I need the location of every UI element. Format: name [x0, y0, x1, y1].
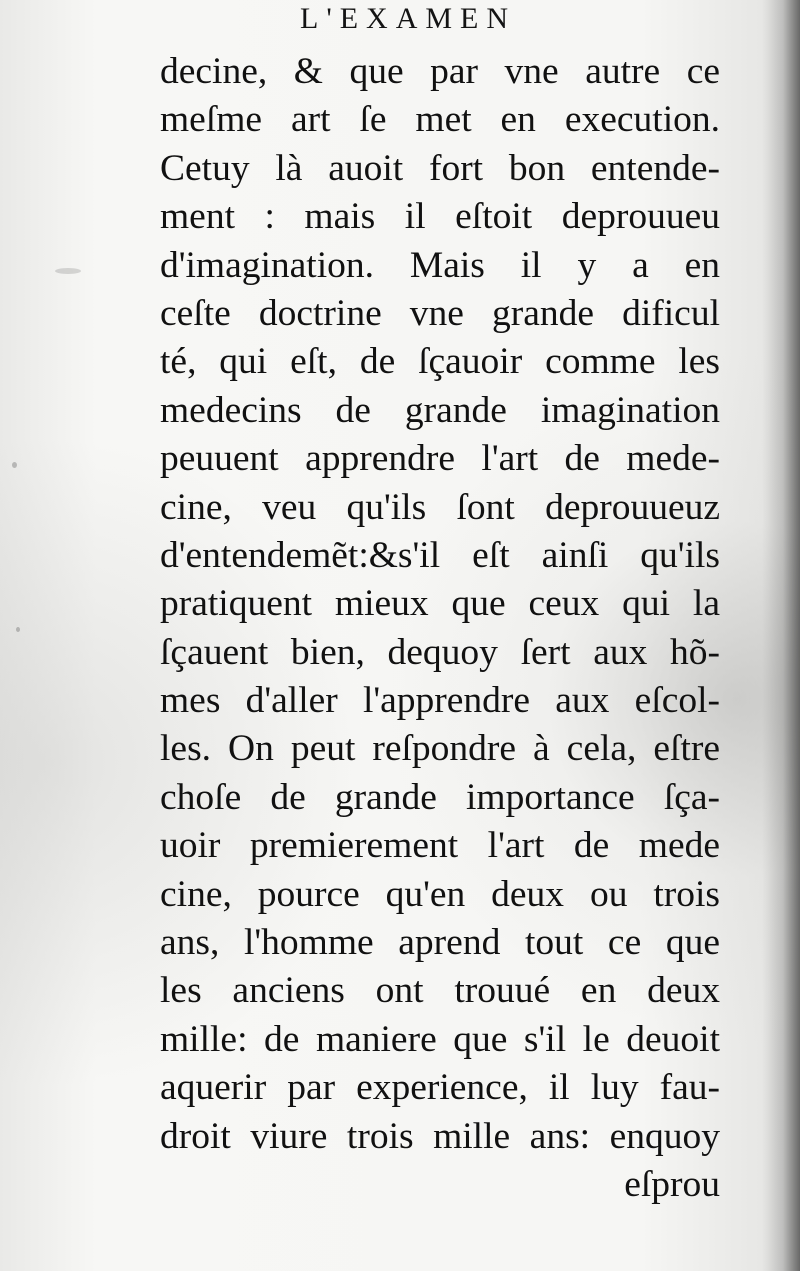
ink-speck — [12, 462, 17, 468]
text-line: droit viure trois mille ans: enquoy — [160, 1115, 720, 1157]
text-line: mille: de maniere que s'il le deuoit — [160, 1018, 720, 1060]
text-line: uoir premierement l'art de mede — [160, 825, 720, 867]
text-line: ans, l'homme aprend tout ce que — [160, 922, 720, 964]
text-line: peuuent apprendre l'art de mede- — [160, 438, 720, 480]
text-line: d'imagination. Mais il y a en — [160, 244, 720, 286]
text-line: cine, pource qu'en deux ou trois — [160, 873, 720, 915]
text-line: d'entendemẽt:&s'il eſt ainſi qu'ils — [160, 534, 720, 576]
text-line: choſe de grande importance ſça- — [160, 776, 720, 818]
catchword: eſprou — [624, 1163, 720, 1205]
text-line: ceſte doctrine vne grande dificul — [160, 292, 720, 334]
text-line: ſçauent bien, dequoy ſert aux hõ- — [160, 631, 720, 673]
ink-speck — [55, 268, 81, 274]
running-header: L'EXAMEN — [300, 2, 517, 35]
text-line: té, qui eſt, de ſçauoir comme les — [160, 341, 720, 383]
text-line: meſme art ſe met en execution. — [160, 99, 720, 141]
text-line: ment : mais il eſtoit deprouueu — [160, 196, 720, 238]
text-line: decine, & que par vne autre ce — [160, 51, 720, 92]
body-text — [160, 48, 720, 1209]
text-line: les anciens ont trouué en deux — [160, 970, 720, 1012]
text-line: mes d'aller l'apprendre aux eſcol- — [160, 680, 720, 722]
spine-shadow — [762, 0, 800, 1271]
text-line: pratiquent mieux que ceux qui la — [160, 583, 720, 625]
text-line: les. On peut reſpondre à cela, eſtre — [160, 728, 720, 770]
text-line: cine, veu qu'ils ſont deprouueuz — [160, 486, 720, 528]
text-line: aquerir par experience, il luy fau- — [160, 1067, 720, 1109]
ink-speck — [16, 627, 20, 632]
text-line: Cetuy là auoit fort bon entende- — [160, 147, 720, 189]
text-line: medecins de grande imagination — [160, 389, 720, 431]
